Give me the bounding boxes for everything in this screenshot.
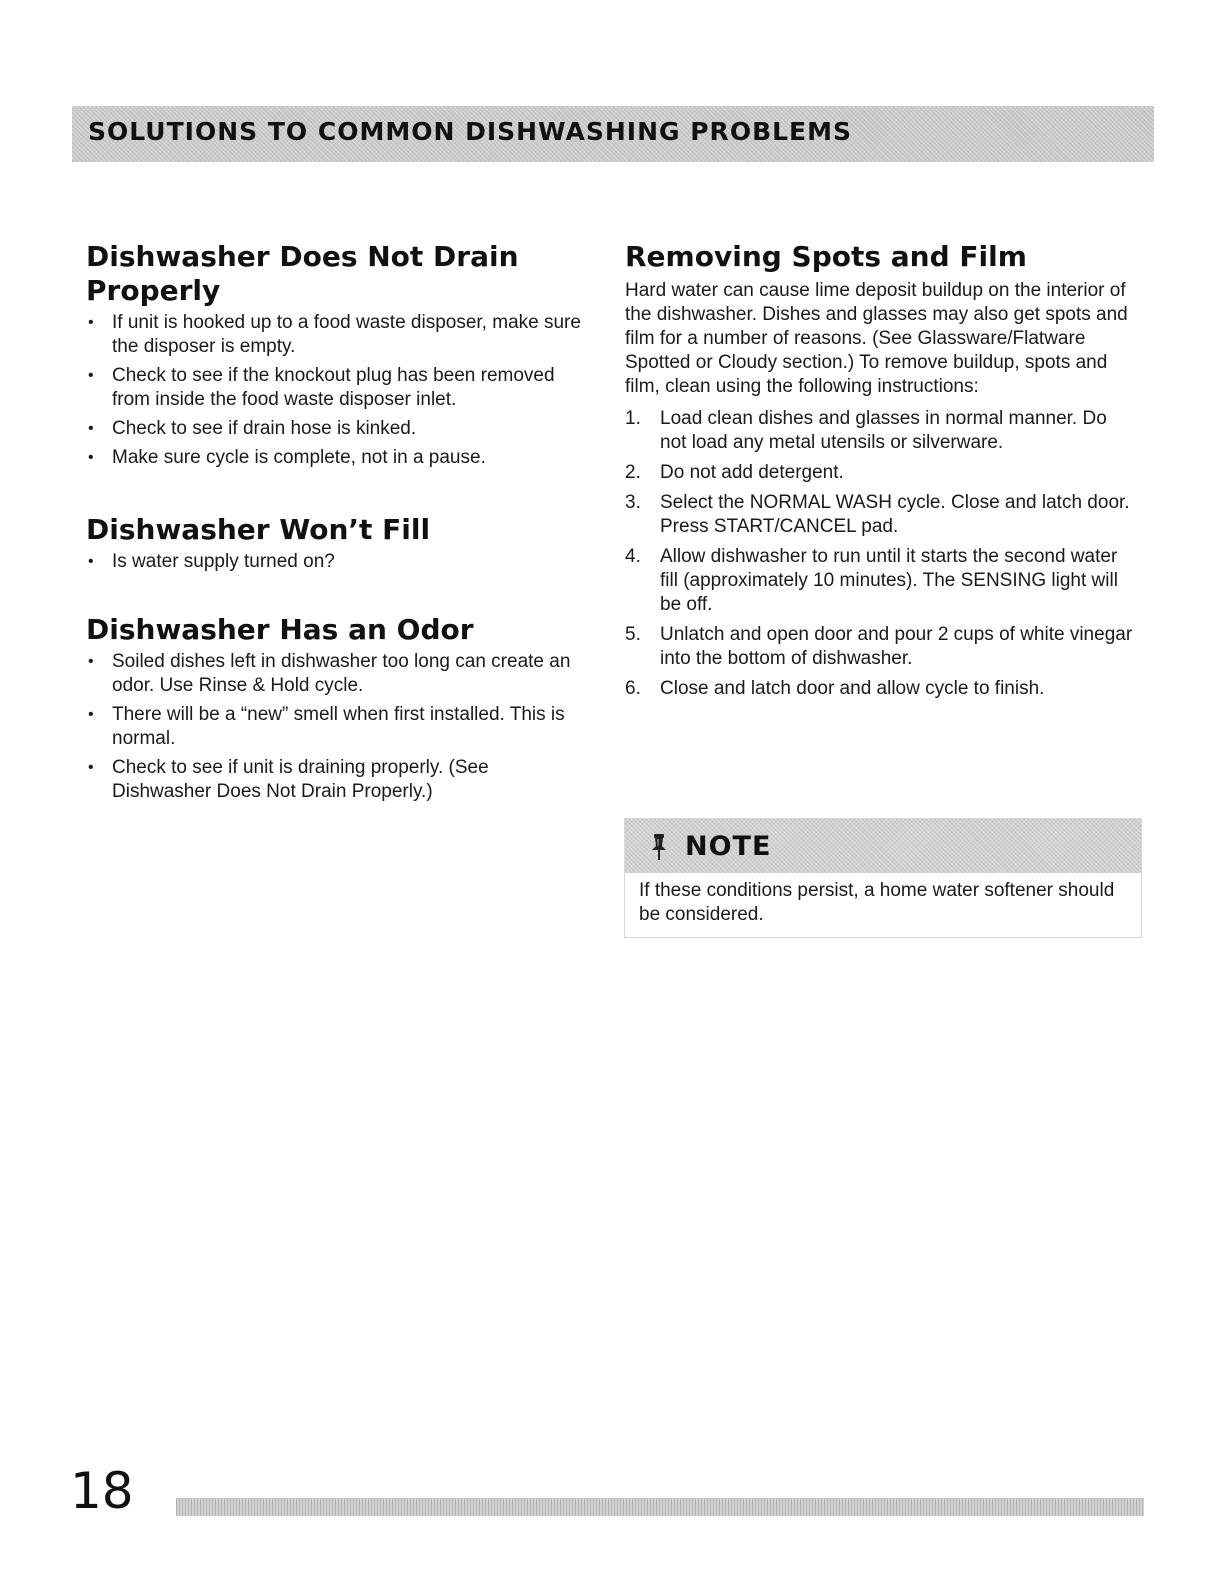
step-number: 1. [625, 408, 641, 429]
note-text: If these conditions persist, a home water softener should be considered. [639, 880, 1115, 925]
note-title: NOTE [685, 831, 772, 862]
heading-wont-fill: Dishwasher Won’t Fill [86, 513, 431, 546]
list-item: • If unit is hooked up to a food waste disposer, make sure the disposer is empty. [86, 311, 586, 359]
step-number: 2. [625, 462, 641, 483]
page-title: SOLUTIONS TO COMMON DISHWASHING PROBLEMS [88, 117, 853, 146]
step-item [625, 677, 1135, 701]
step-item [625, 461, 1135, 485]
note-header [625, 819, 1141, 873]
left-column [86, 240, 586, 809]
list-item: • Soiled dishes left in dishwasher too long can create an odor. Use Rinse & Hold cycle. [86, 650, 586, 698]
list-item: • Check to see if unit is draining properly. (See Dishwasher Does Not Drain Properly.) [86, 756, 586, 804]
pushpin-icon [647, 833, 671, 861]
step-item [625, 491, 1135, 539]
intro-paragraph: Hard water can cause lime deposit buildup on the interior of the dishwasher. Dishes and glasses may also get spots and film for a number of reasons. (See Glassware/Flatware Spotted or Cloudy section.) To remove buildup, spots and film, clean using the following instructions: [625, 280, 1128, 397]
list-item: • There will be a “new” smell when first installed. This is normal. [86, 703, 586, 751]
right-column [625, 240, 1135, 707]
list-item: • Check to see if the knockout plug has been removed from inside the food waste disposer inlet. [86, 364, 586, 412]
steps-list [625, 407, 1135, 701]
section-banner [72, 106, 1154, 162]
bullet-list-fill [86, 550, 586, 574]
step-text: Unlatch and open door and pour 2 cups of white vinegar into the bottom of dishwasher. [660, 624, 1133, 669]
bullet-list-odor [86, 650, 586, 804]
step-number: 5. [625, 624, 641, 645]
footer-rule [176, 1498, 1144, 1516]
heading-odor: Dishwasher Has an Odor [86, 613, 474, 646]
step-number: 4. [625, 546, 641, 567]
step-text: Do not add detergent. [660, 462, 844, 483]
heading-spots-film: Removing Spots and Film [625, 240, 1027, 273]
step-text: Load clean dishes and glasses in normal manner. Do not load any metal utensils or silverware. [660, 408, 1107, 453]
step-item [625, 407, 1135, 455]
step-number: 3. [625, 492, 641, 513]
step-text: Select the NORMAL WASH cycle. Close and latch door. Press START/CANCEL pad. [660, 492, 1130, 537]
step-text: Close and latch door and allow cycle to finish. [660, 678, 1045, 699]
page-number: 18 [70, 1462, 134, 1520]
step-item [625, 623, 1135, 671]
step-text: Allow dishwasher to run until it starts the second water fill (approximately 10 minutes). The SENSING light will be off. [660, 546, 1118, 615]
heading-does-not-drain: Dishwasher Does Not Drain Properly [86, 240, 519, 307]
list-item: • Is water supply turned on? [86, 550, 586, 574]
bullet-list-drain [86, 311, 586, 470]
note-box [624, 818, 1142, 938]
list-item: • Make sure cycle is complete, not in a pause. [86, 446, 586, 470]
list-item: • Check to see if drain hose is kinked. [86, 417, 586, 441]
step-item [625, 545, 1135, 617]
step-number: 6. [625, 678, 641, 699]
